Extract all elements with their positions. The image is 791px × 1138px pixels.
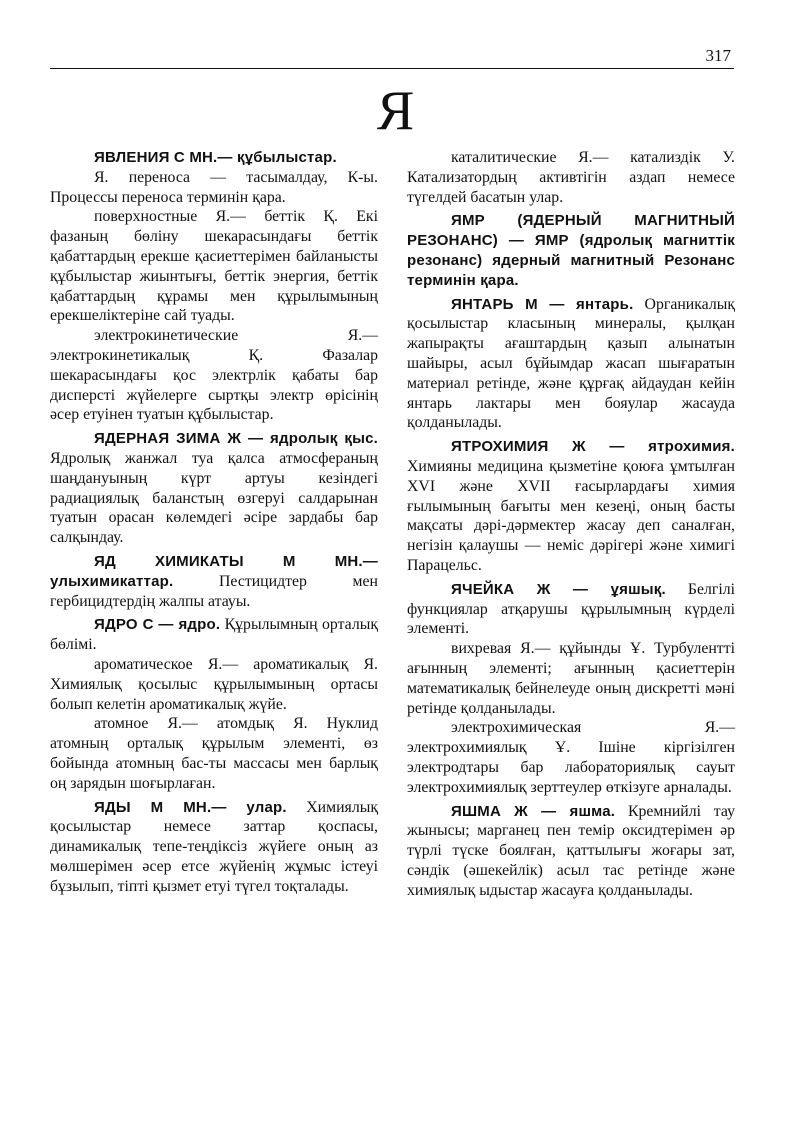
subentry-poverkhnostnye xyxy=(50,207,378,326)
subentry-kataliticheskie xyxy=(407,148,735,207)
subentry-elektrokineticheskie xyxy=(50,326,378,425)
entry-headword: ЯДРО С — ядро. xyxy=(94,616,221,634)
entry-text: Құрылымның орталық бөлімі. xyxy=(50,616,378,654)
entry-text: Кремнийлі тау жынысы; марганец пен темір оксидтерімен әр түрлі түске боялған, қаттылығы жоғары зат, сәндік (әшекейлік) асыл тас ретінде және химиялық ыдыстар жасауға қолданылады. xyxy=(407,802,736,899)
subentry-aromaticheskoe xyxy=(50,655,378,714)
entry-yantar xyxy=(407,295,735,434)
entry-text: Пестицидтер мен гербицидтердің жалпы атауы. xyxy=(50,572,378,610)
subentry-vikhrevaya xyxy=(407,639,735,718)
left-column xyxy=(50,148,378,896)
entry-yamr xyxy=(407,211,735,290)
entry-headword: ЯД ХИМИКАТЫ М МН.— улыхимикаттар. xyxy=(50,552,378,590)
entry-headword: ЯТРОХИМИЯ Ж — ятрохимия. xyxy=(451,438,735,456)
entry-text: ароматическое Я.— ароматикалық Я. Химиялық қосылыс құрылымының ортасы болып келетін ароматикалық жүйе. xyxy=(50,655,378,713)
entry-yacheika xyxy=(407,580,735,639)
entry-headword: ЯДЕРНАЯ ЗИМА Ж — ядролық қыс. xyxy=(94,430,378,448)
entry-text: электрокинетические Я.— электрокинетикалық Қ. Фазалар шекарасындағы қос электрлік қабаты бар дисперсті жүйелерге сыртқы электр өрісінің әсер етуінен туатын құбылыстар. xyxy=(50,327,378,424)
entry-headword: ЯНТАРЬ М — янтарь. xyxy=(451,295,634,313)
page-number: 317 xyxy=(705,46,731,65)
entry-yavleniya xyxy=(50,148,378,168)
entry-headword: ЯШМА Ж — яшма. xyxy=(451,802,616,820)
entry-yady xyxy=(50,798,378,897)
entry-headword: ЯВЛЕНИЯ С МН.— құбылыстар. xyxy=(94,149,337,166)
entry-text: вихревая Я.— құйынды Ұ. Турбуленттi ағынның элементі; ағынның қасиеттерін математикалық бейнелеуде оның дискретті мәні ретінде қолданылады. xyxy=(407,640,735,717)
subentry-elektrokhimicheskaya xyxy=(407,718,735,797)
entry-yatrokhimiya xyxy=(407,437,735,576)
entry-text: Органикалық қосылыстар класының минералы, қылқан жапырақты ағаштардың қазып алынатын шайыры, асыл бұйымдар жасап шығаратын материал ретінде, және құрғақ айдаудан кейін янтарь лактары мен бояулар жасауда қолданылады. xyxy=(407,295,735,432)
header-rule xyxy=(50,68,734,69)
entry-text: поверхностные Я.— беттік Қ. Екі фазаның бөліну шекарасындағы беттік қабаттардың ерекше қасиеттерімен байланысты құбылыстар жиынтығы, беттік энергия, беттік қабаттардың құрамы мен құрылымының ерекшеліктеріне сай туады. xyxy=(50,208,378,325)
entry-yashma xyxy=(407,802,735,901)
entry-text: электрохимическая Я.— электрохимиялық Ұ. Ішіне кіргізілген электродтары бар лабораториялық сауыт электрохимиялық зерттеулер өткізуге арналады. xyxy=(407,719,735,796)
entry-yadro xyxy=(50,615,378,655)
entry-headword: ЯЧЕЙКА Ж — ұяшық. xyxy=(451,580,666,598)
entry-text: Химиялық қосылыстар немесе заттар қоспасы, динамикалық тепе-теңдіксіз жүйеге оның аз мөлшерімен әсер етсе жүйенің жұмыс істеуі бұзылып, тіпті қызмет етуі түгел тоқталады. xyxy=(50,798,378,895)
entry-text: каталитические Я.— катализдік У. Катализатордың активтігін аздап немесе түгелдей басатын улар. xyxy=(407,149,735,206)
entry-headword: ЯМР (ЯДЕРНЫЙ МАГНИТНЫЙ РЕЗОНАНС) — ЯМР (ядролық магниттік резонанс) ядерный магнитный Резонанс терминін қара. xyxy=(407,212,735,289)
subentry-atomnoe xyxy=(50,714,378,793)
right-column xyxy=(407,148,735,900)
section-letter: Я xyxy=(376,80,415,142)
entry-text: Белгілі функциялар атқарушы құрылымның күрделі элементі. xyxy=(407,580,735,638)
entry-yadernaya-zima xyxy=(50,429,378,548)
entry-headword: ЯДЫ М МН.— улар. xyxy=(94,798,287,816)
entry-text: атомное Я.— атомдық Я. Нуклид атомның орталық құрылым элементі, өз бойында атомның бас-ты массасы мен барлық оң зарядын шоғырлаған. xyxy=(50,715,378,792)
entry-text: Химияны медицина қызметіне қоюға ұмтылған XVI және XVII ғасырлардағы химия ғылымының бағыты мен кезеңі, оның басты мақсаты дәрі-дәрмектер жасау деп саналған, негізін қалаушы — неміс дәрігері және химигі Парацельс. xyxy=(407,457,735,574)
entry-text: Ядролық жанжал туа қалса атмосфераның шаңдануының күрт артуы кезіндегі радиациялық баланстың өзгеруі салдарынан туатын орасан көлемдегі әсіре зардабы бар салқындау. xyxy=(50,449,378,547)
entry-yad-khimikaty xyxy=(50,552,378,611)
entry-text: Я. переноса — тасымалдау, К-ы. Процессы переноса терминін қара. xyxy=(50,168,378,206)
subentry-perenosa xyxy=(50,168,378,208)
